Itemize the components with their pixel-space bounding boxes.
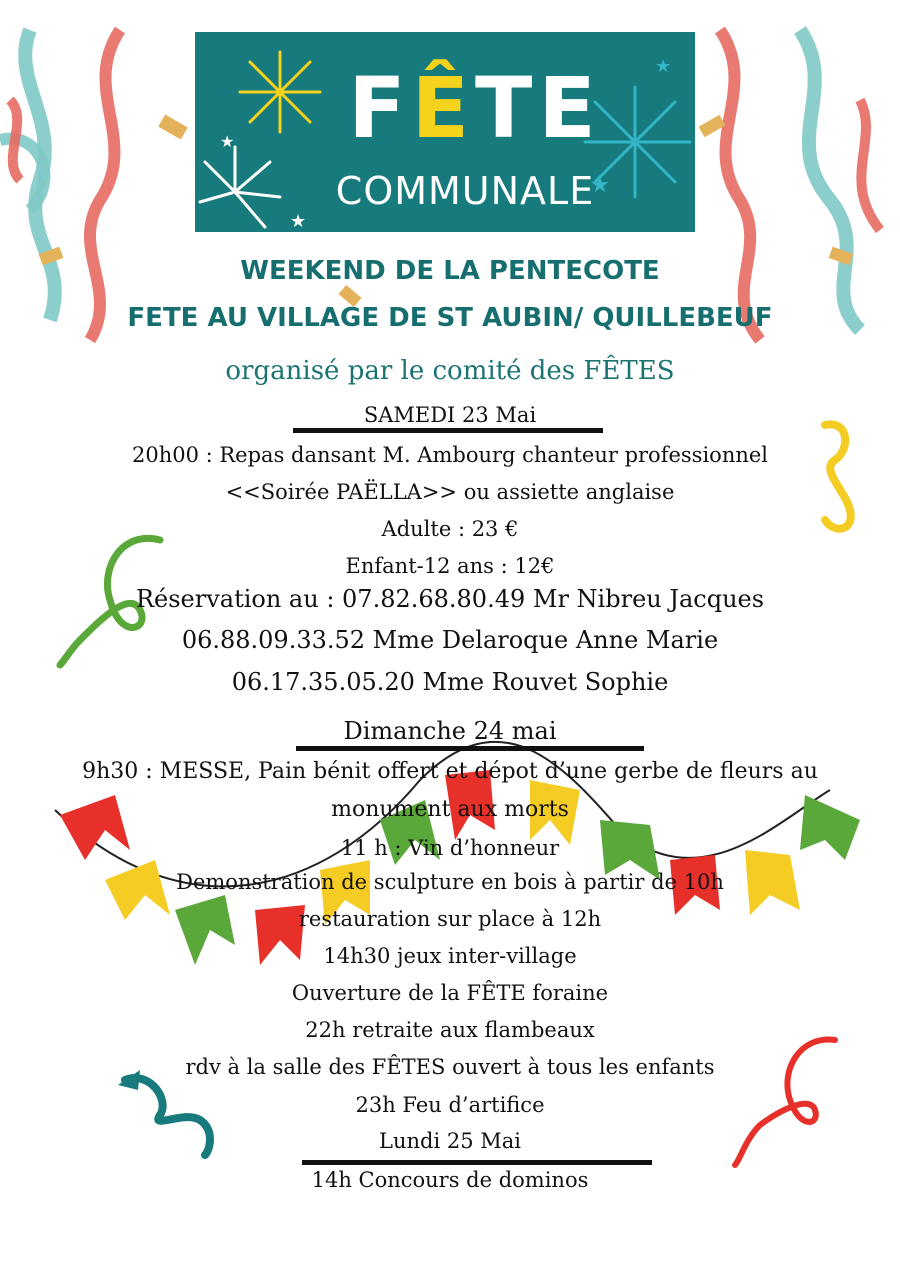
sunday-item: restauration sur place à 12h xyxy=(298,907,602,931)
svg-text:★: ★ xyxy=(655,56,672,77)
organizer-line: organisé par le comité des FÊTES xyxy=(225,356,675,386)
sunday-item: 22h retraite aux flambeaux xyxy=(305,1018,595,1042)
reservation-line: Réservation au : 07.82.68.80.49 Mr Nibreu Jacques xyxy=(135,585,765,613)
saturday-item: Adulte : 23 € xyxy=(381,517,519,541)
banner-title-te: TE xyxy=(475,59,602,157)
banner-title-e: Ê xyxy=(411,59,476,157)
headline-line1: WEEKEND DE LA PENTECOTE xyxy=(240,256,660,286)
curl-yellow xyxy=(825,424,851,528)
saturday-heading: SAMEDI 23 Mai xyxy=(363,403,537,427)
banner-title xyxy=(325,59,625,157)
sunday-heading: Dimanche 24 mai xyxy=(343,717,557,745)
monday-heading: Lundi 25 Mai xyxy=(379,1129,521,1153)
svg-text:★: ★ xyxy=(220,132,235,151)
svg-text:★: ★ xyxy=(590,173,610,198)
sunday-item: Demonstration de sculpture en bois à partir de 10h xyxy=(176,870,724,894)
streamer-right-red xyxy=(720,30,760,340)
streamer-right-teal xyxy=(800,30,860,330)
saturday-item: Enfant-12 ans : 12€ xyxy=(345,554,555,578)
streamer-left-red2 xyxy=(10,100,20,180)
reservation-line: 06.17.35.05.20 Mme Rouvet Sophie xyxy=(231,668,669,696)
saturday-item: 20h00 : Repas dansant M. Ambourg chanteur professionnel xyxy=(131,443,769,467)
streamer-right-red2 xyxy=(860,100,880,230)
sunday-item: 9h30 : MESSE, Pain bénit offert et dépot d’une gerbe de fleurs au xyxy=(82,759,818,784)
streamer-left-red xyxy=(90,30,120,340)
sunday-item: 14h30 jeux inter-village xyxy=(323,944,577,968)
headline-line2: FETE AU VILLAGE DE ST AUBIN/ QUILLEBEUF xyxy=(127,303,773,333)
banner-title-f: F xyxy=(348,59,412,157)
sunday-item: 23h Feu d’artifice xyxy=(355,1093,545,1117)
sunday-item: Ouverture de la FÊTE foraine xyxy=(291,981,609,1005)
saturday-underline xyxy=(293,428,603,433)
reservation-line: 06.88.09.33.52 Mme Delaroque Anne Marie xyxy=(181,626,719,654)
sunday-item: 11 h : Vin d’honneur xyxy=(340,836,560,860)
banner-subtitle: COMMUNALE xyxy=(335,169,595,213)
sunday-item: rdv à la salle des FÊTES ouvert à tous les enfants xyxy=(185,1055,715,1079)
sunday-underline xyxy=(296,746,644,751)
title-banner xyxy=(195,32,695,232)
sunday-item: monument aux morts xyxy=(331,797,569,822)
monday-item: 14h Concours de dominos xyxy=(311,1168,589,1192)
monday-underline xyxy=(302,1160,652,1165)
confetti xyxy=(158,114,188,139)
svg-text:★: ★ xyxy=(290,211,307,232)
saturday-item: <<Soirée PAËLLA>> ou assiette anglaise xyxy=(225,480,675,504)
